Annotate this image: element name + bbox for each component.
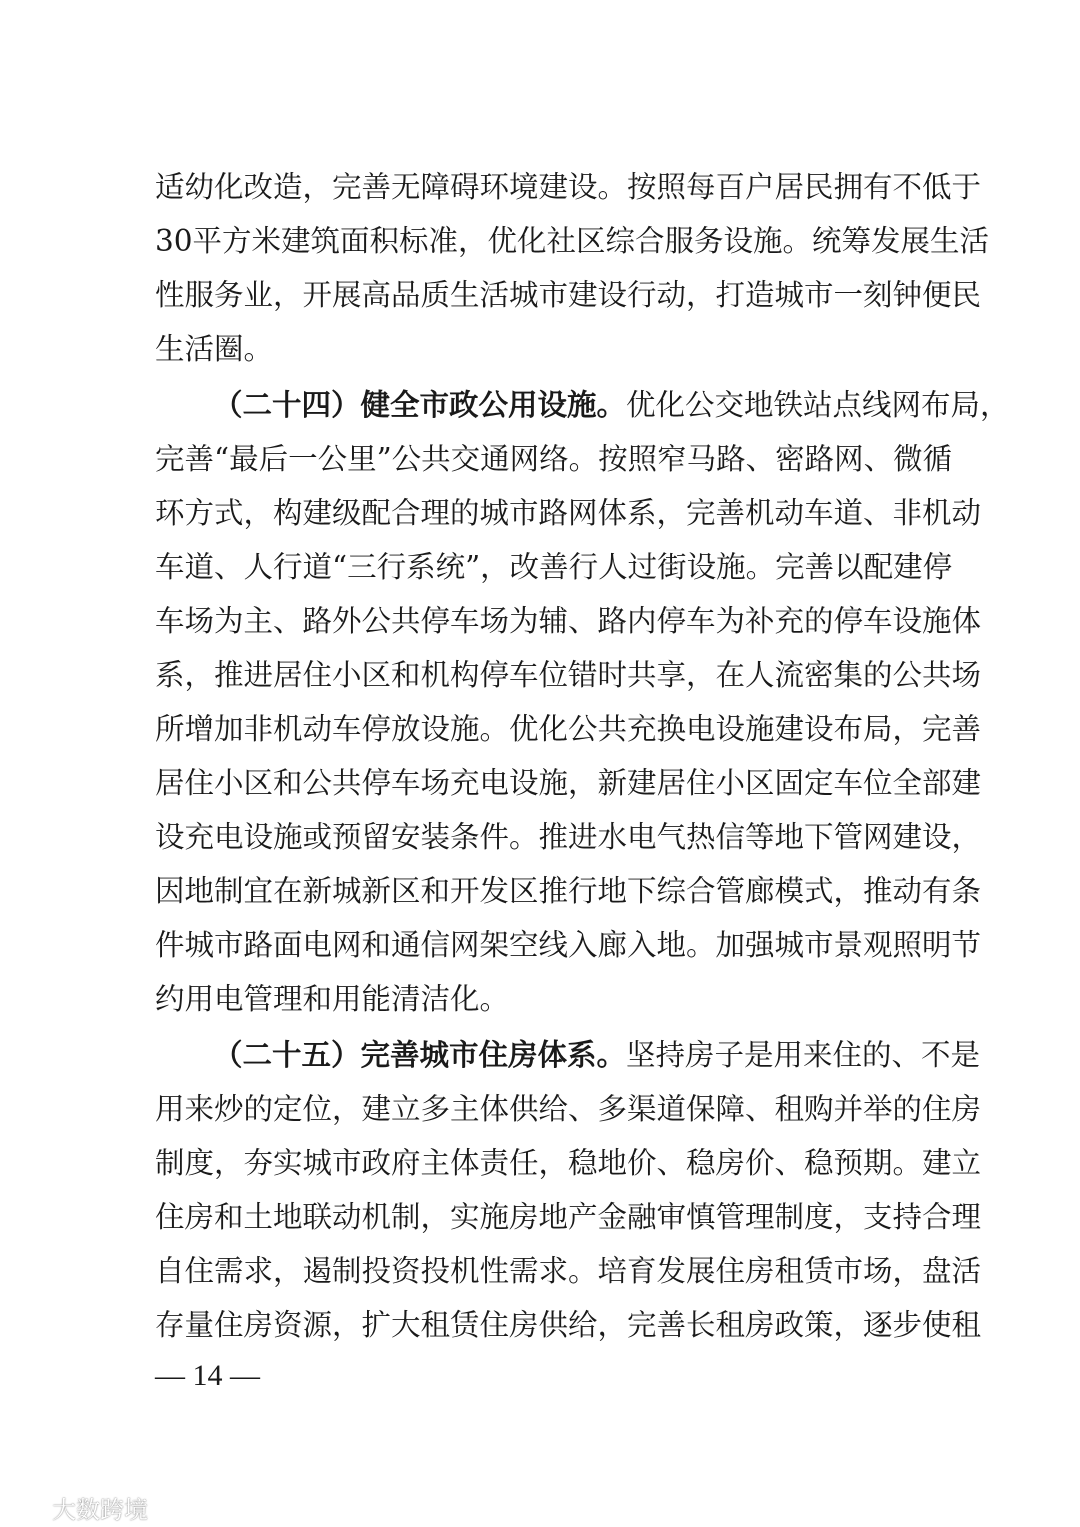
body-line: 用来炒的定位，建立多主体供给、多渠道保障、租购并举的住房 [155,1092,982,1126]
body-line: 自住需求，遏制投资投机性需求。培育发展住房租赁市场，盘活 [155,1254,982,1288]
body-line: 所增加非机动车停放设施。优化公共充换电设施建设布局，完善 [155,712,982,746]
body-line: 车道、人行道“三行系统”，改善行人过街设施。完善以配建停 [155,550,953,584]
body-line: 系，推进居住小区和机构停车位错时共享，在人流密集的公共场 [155,658,982,692]
section-heading: （二十五）完善城市住房体系。 [213,1037,627,1072]
body-line: 制度，夯实城市政府主体责任，稳地价、稳房价、稳预期。建立 [155,1146,982,1180]
body-line: 环方式，构建级配合理的城市路网体系，完善机动车道、非机动 [155,496,982,530]
body-line: 设充电设施或预留安装条件。推进水电气热信等地下管网建设， [155,820,982,854]
body-line: 居住小区和公共停车场充电设施，新建居住小区固定车位全部建 [155,766,982,800]
section-first-line [213,1028,981,1082]
body-line: 因地制宜在新城新区和开发区推行地下综合管廊模式，推动有条 [155,874,982,908]
body-line: 生活圈。 [155,332,274,366]
body-line: 约用电管理和用能清洁化。 [155,982,510,1016]
body-line: 住房和土地联动机制，实施房地产金融审慎管理制度，支持合理 [155,1200,982,1234]
section-first-line-text: 优化公交地铁站点线网布局， [626,388,1010,422]
section-heading: （二十四）健全市政公用设施。 [213,387,627,422]
body-line: 车场为主、路外公共停车场为辅、路内停车为补充的停车设施体 [155,604,982,638]
body-line: 件城市路面电网和通信网架空线入廊入地。加强城市景观照明节 [155,928,982,962]
body-line: 30平方米建筑面积标准，优化社区综合服务设施。统筹发展生活 [155,224,990,258]
watermark-text: 大数跨境 [52,1496,148,1524]
watermark [6,1490,148,1525]
body-line: 存量住房资源，扩大租赁住房供给，完善长租房政策，逐步使租 [155,1308,982,1342]
body-line: 适幼化改造，完善无障碍环境建设。按照每百户居民拥有不低于 [155,170,982,204]
page-number: — 14 — [155,1359,260,1392]
body-line: 完善“最后一公里”公共交通网络。按照窄马路、密路网、微循 [155,442,953,476]
weibo-logo-icon [6,1495,46,1521]
section-first-line-text: 坚持房子是用来住的、不是 [626,1038,981,1072]
body-line: 性服务业，开展高品质生活城市建设行动，打造城市一刻钟便民 [155,278,982,312]
section-first-line [213,378,1010,432]
